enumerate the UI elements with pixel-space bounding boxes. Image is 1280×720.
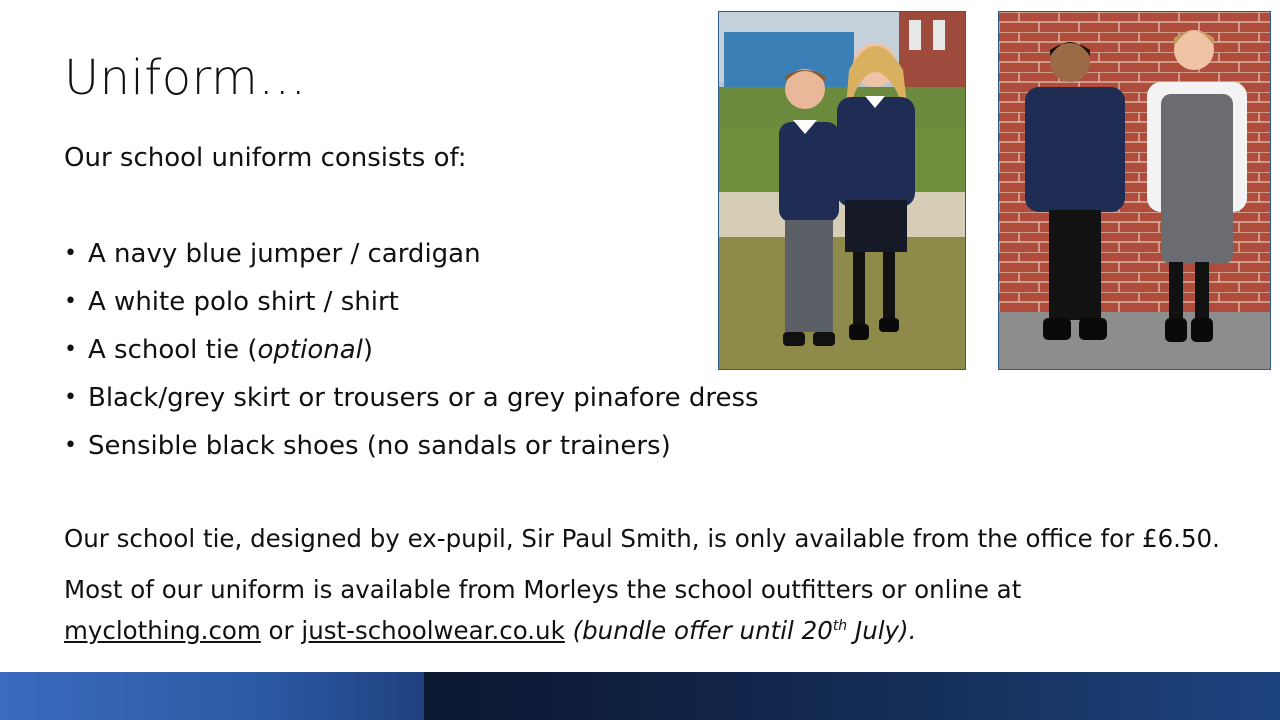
uniform-availability-paragraph xyxy=(64,572,1214,649)
uniform-list xyxy=(64,236,759,476)
bullet-icon: • xyxy=(64,289,77,314)
link-connector: or xyxy=(260,616,302,646)
bullet-icon: • xyxy=(64,385,77,410)
list-item xyxy=(64,332,759,380)
bullet-icon: • xyxy=(64,337,77,362)
list-item-text: A white polo shirt / shirt xyxy=(88,287,399,317)
list-item xyxy=(64,284,759,332)
list-item-text-end: ) xyxy=(362,335,374,365)
tie-paragraph: Our school tie, designed by ex-pupil, Sir Paul Smith, is only available from the office for £6.50. xyxy=(64,524,1220,553)
list-item-text: Sensible black shoes (no sandals or trainers) xyxy=(88,431,671,461)
offer-text-end: July). xyxy=(847,616,917,646)
slide-title: Uniform… xyxy=(64,50,307,106)
pupils-brick-wall-illustration xyxy=(999,12,1270,369)
intro-text: Our school uniform consists of: xyxy=(64,143,467,173)
list-item-emphasis: optional xyxy=(257,335,363,365)
list-item xyxy=(64,380,759,428)
footer-band-accent xyxy=(0,672,424,720)
bundle-offer-note xyxy=(565,616,917,645)
list-item-text: A navy blue jumper / cardigan xyxy=(88,239,481,269)
list-item xyxy=(64,236,759,284)
myclothing-link[interactable]: myclothing.com xyxy=(64,616,261,646)
footer-band-dark xyxy=(424,672,1280,720)
offer-superscript: th xyxy=(832,618,848,634)
uniform-photo-older-pupils xyxy=(998,11,1271,370)
list-item xyxy=(64,428,759,476)
just-schoolwear-link[interactable]: just-schoolwear.co.uk xyxy=(301,616,565,646)
pupils-photo-illustration xyxy=(719,12,965,369)
bullet-icon: • xyxy=(64,433,77,458)
uniform-photo-younger-pupils xyxy=(718,11,966,370)
availability-text: Most of our uniform is available from Morleys the school outfitters or online at xyxy=(64,575,1022,604)
offer-text: (bundle offer until 20 xyxy=(564,616,833,646)
list-item-text: A school tie ( xyxy=(88,335,258,365)
list-item-text: Black/grey skirt or trousers or a grey pinafore dress xyxy=(88,383,759,413)
bullet-icon: • xyxy=(64,241,77,266)
